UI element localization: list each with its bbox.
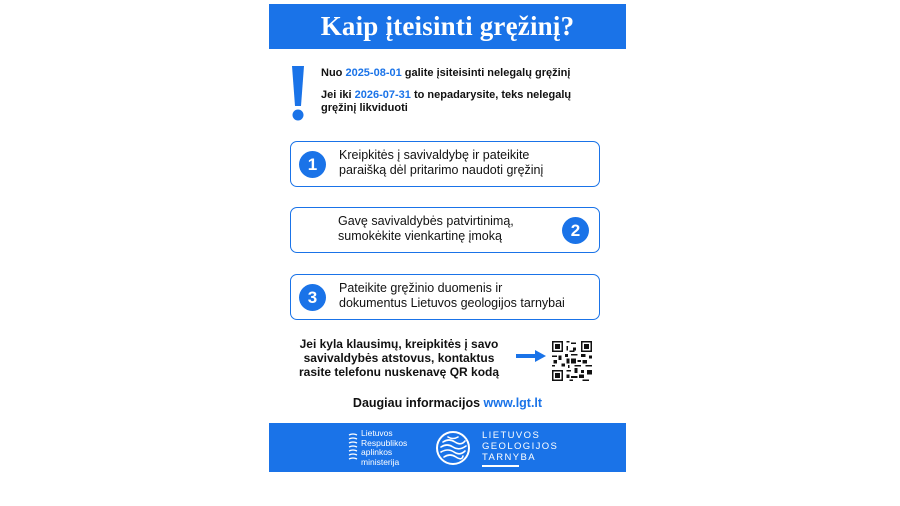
notice-start: Nuo 2025-08-01 galite įsiteisinti nelegalų gręžinį xyxy=(321,67,571,79)
agency-underline xyxy=(482,465,519,467)
exclamation-icon xyxy=(289,64,307,122)
notice-deadline: Jei iki 2026-07-31 to nepadarysite, teks nelegalų gręžinį likviduoti xyxy=(321,89,572,114)
step-number-badge: 3 xyxy=(299,284,326,311)
arrow-right-icon xyxy=(516,350,546,362)
qr-code[interactable] xyxy=(552,341,592,381)
website-link[interactable]: www.lgt.lt xyxy=(483,396,543,410)
lgt-logo-icon xyxy=(435,430,471,466)
contact-info: Jei kyla klausimų, kreipkitės į savo savivaldybės atstovus, kontaktus rasite telefonu nuskenavę QR kodą xyxy=(298,337,500,379)
step-text: Kreipkitės į savivaldybę ir pateikite paraišką dėl pritarimo naudoti gręžinį xyxy=(339,148,544,177)
agency-name: LIETUVOS GEOLOGIJOS TARNYBA xyxy=(482,430,559,463)
footer-logos xyxy=(269,423,626,472)
deadline-date: 2026-07-31 xyxy=(354,89,411,101)
start-date: 2025-08-01 xyxy=(345,67,402,79)
more-info: Daugiau informacijos www.lgt.lt xyxy=(352,396,543,410)
title-bar xyxy=(269,4,626,49)
poster xyxy=(269,4,626,472)
step-2 xyxy=(290,207,600,253)
step-1 xyxy=(290,141,600,187)
step-number-badge: 1 xyxy=(299,151,326,178)
step-3 xyxy=(290,274,600,320)
poster-title: Kaip įteisinti gręžinį? xyxy=(320,11,575,41)
step-text: Pateikite gręžinio duomenis ir dokumentus Lietuvos geologijos tarnybai xyxy=(339,281,565,310)
step-number-badge: 2 xyxy=(562,217,589,244)
ministry-name: Lietuvos Respublikos aplinkos ministerija xyxy=(361,428,408,467)
step-text: Gavę savivaldybės patvirtinimą, sumokėkite vienkartinę įmoką xyxy=(338,214,514,243)
ministry-logo-icon xyxy=(348,433,358,463)
